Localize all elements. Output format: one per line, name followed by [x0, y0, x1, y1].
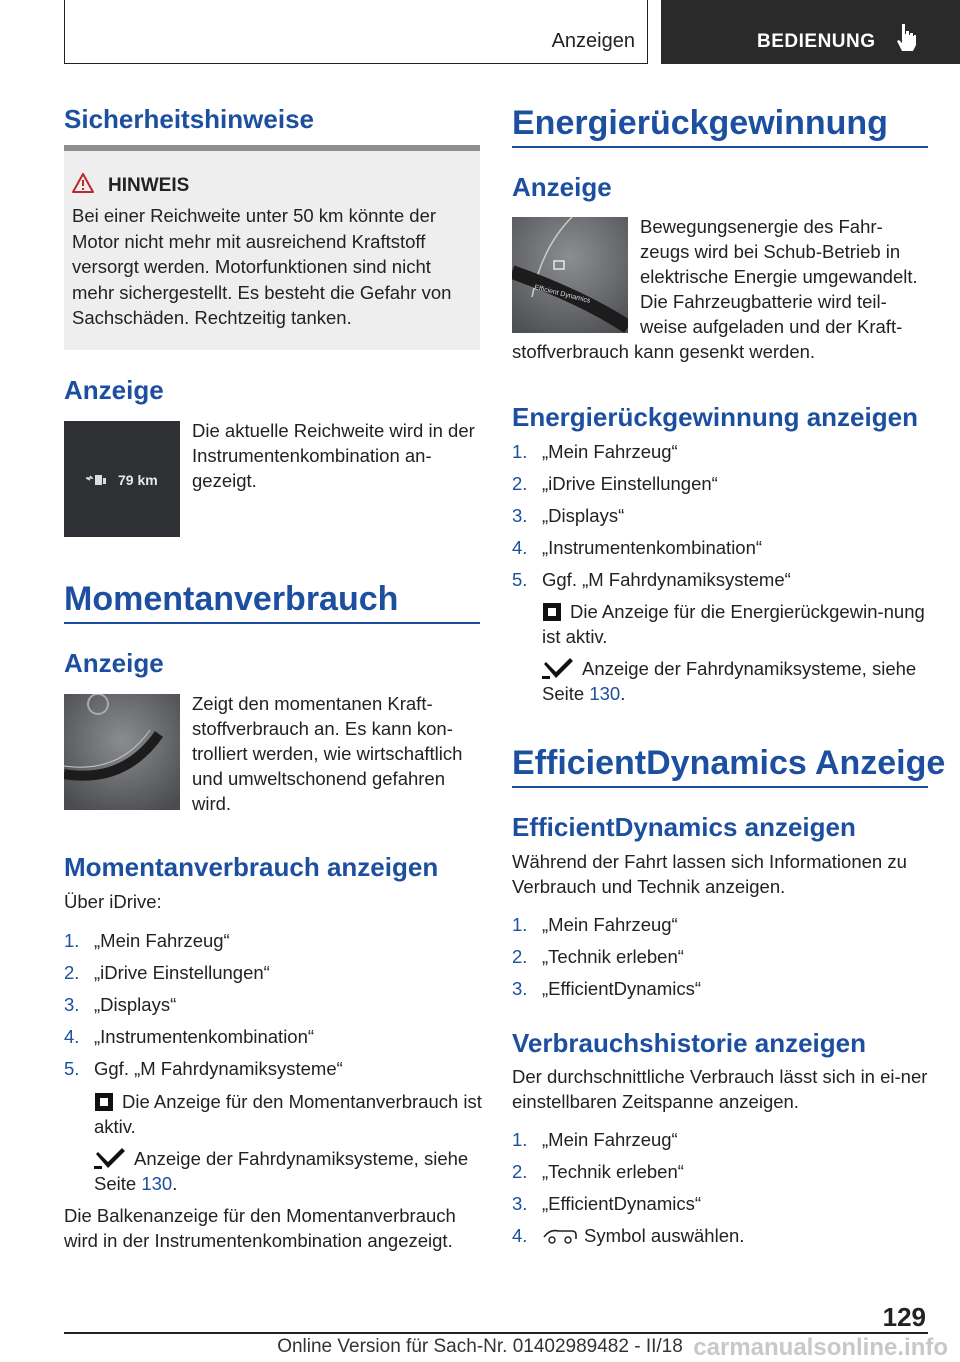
- checkmark-icon: [94, 1148, 126, 1170]
- ed-show-title: EfficientDynamics anzeigen: [512, 812, 856, 842]
- via-idrive-text: Über iDrive:: [64, 891, 162, 912]
- moment-sub1: Die Anzeige für den Momentanverbrauch ist aktiv.: [94, 1091, 482, 1137]
- ed-text: Während der Fahrt lassen sich Informationen zu Verbrauch und Technik anzeigen.: [512, 851, 907, 897]
- hand-pointer-icon: [895, 22, 917, 52]
- notice-bar: [64, 145, 480, 151]
- footer-text: Online Version für Sach-Nr. 01402989482 - II/18: [277, 1336, 683, 1357]
- range-display-image: [64, 421, 180, 537]
- energy-sub1: Die Anzeige für die Energierückgewin-nung ist aktiv.: [542, 601, 925, 647]
- watermark: carmanualsonline.info: [693, 1334, 948, 1361]
- notice-label: HINWEIS: [108, 175, 190, 196]
- page-link[interactable]: 130: [141, 1173, 173, 1194]
- energy-rule: [512, 146, 928, 148]
- header-section-label: Anzeigen: [551, 30, 635, 52]
- efficient-dynamics-image: [512, 217, 628, 333]
- notice-text: Bei einer Reichweite unter 50 km könnte der Motor nicht mehr mit ausreichend Kraftstoff versorgt werden. Motorfunktionen sind nicht mehr sichergestellt. Es besteht die Gefahr von Sachschäden. Rechtzeitig tanken.: [72, 205, 452, 328]
- anzeige2-title: Anzeige: [64, 648, 164, 678]
- moment-sub2: Anzeige der Fahrdynamiksysteme, siehe Seite 130.: [94, 1148, 469, 1194]
- hist-text: Der durchschnittliche Verbrauch lässt sich in ei-ner einstellbaren Zeitspanne anzeigen.: [512, 1066, 928, 1112]
- header-chapter-tab: [661, 0, 960, 64]
- energy-anzeige-text-a: Bewegungsenergie des Fahr-zeugs wird bei Schub-Betrieb in elektrische Energie umgewandelt. Die Fahrzeugbatterie wird teil-weise aufgeladen und der Kraft-: [640, 216, 918, 337]
- anzeige1-title: Anzeige: [64, 375, 164, 405]
- energy-sub2: Anzeige der Fahrdynamiksysteme, siehe Seite 130.: [542, 658, 917, 704]
- history-symbol-icon: [542, 1227, 578, 1245]
- consumption-gauge-image: [64, 694, 180, 810]
- energy-gauge-graphic: [512, 217, 628, 333]
- svg-text:Efficient Dynamics: Efficient Dynamics: [533, 284, 591, 305]
- ed-title: EfficientDynamics Anzeige: [512, 744, 946, 782]
- header-section-tab: [64, 0, 648, 64]
- checkmark-icon: [542, 658, 574, 680]
- gauge-graphic: [64, 694, 180, 810]
- ed-rule: [512, 786, 928, 788]
- notice-box: [64, 145, 480, 350]
- energy-anzeige-title: Anzeige: [512, 172, 612, 202]
- hist-title: Verbrauchshistorie anzeigen: [512, 1028, 867, 1058]
- energy-show-title: Energierückgewinnung anzeigen: [512, 402, 918, 432]
- fuel-range-icon: [86, 474, 108, 486]
- anzeige1-text: Die aktuelle Reichweite wird in der Instrumentenkombination an-gezeigt.: [192, 420, 475, 491]
- warning-icon: [72, 173, 94, 193]
- anzeige2-text: Zeigt den momentanen Kraft-stoffverbrauch an. Es kann kon-trolliert werden, wie wirtschaftlich und umweltschonend gefahren wird.: [192, 693, 463, 814]
- energy-title: Energierückgewinnung: [512, 104, 888, 142]
- range-value: 79 km: [118, 472, 158, 488]
- energy-anzeige-text-b: stoffverbrauch kann gesenkt werden.: [512, 341, 816, 362]
- moment-closing-text: Die Balkenanzeige für den Momentanverbrauch wird in der Instrumentenkombination angezeigt.: [64, 1205, 456, 1251]
- header-chapter-label: BEDIENUNG: [757, 31, 876, 52]
- safety-title: Sicherheitshinweise: [64, 104, 314, 134]
- page-number: 129: [882, 1302, 926, 1332]
- checkbox-filled-icon: [94, 1092, 114, 1112]
- checkbox-filled-icon: [542, 602, 562, 622]
- moment-rule: [64, 622, 480, 624]
- show-moment-title: Momentanverbrauch anzeigen: [64, 852, 439, 882]
- page-link[interactable]: 130: [589, 683, 621, 704]
- moment-title: Momentanverbrauch: [64, 580, 399, 618]
